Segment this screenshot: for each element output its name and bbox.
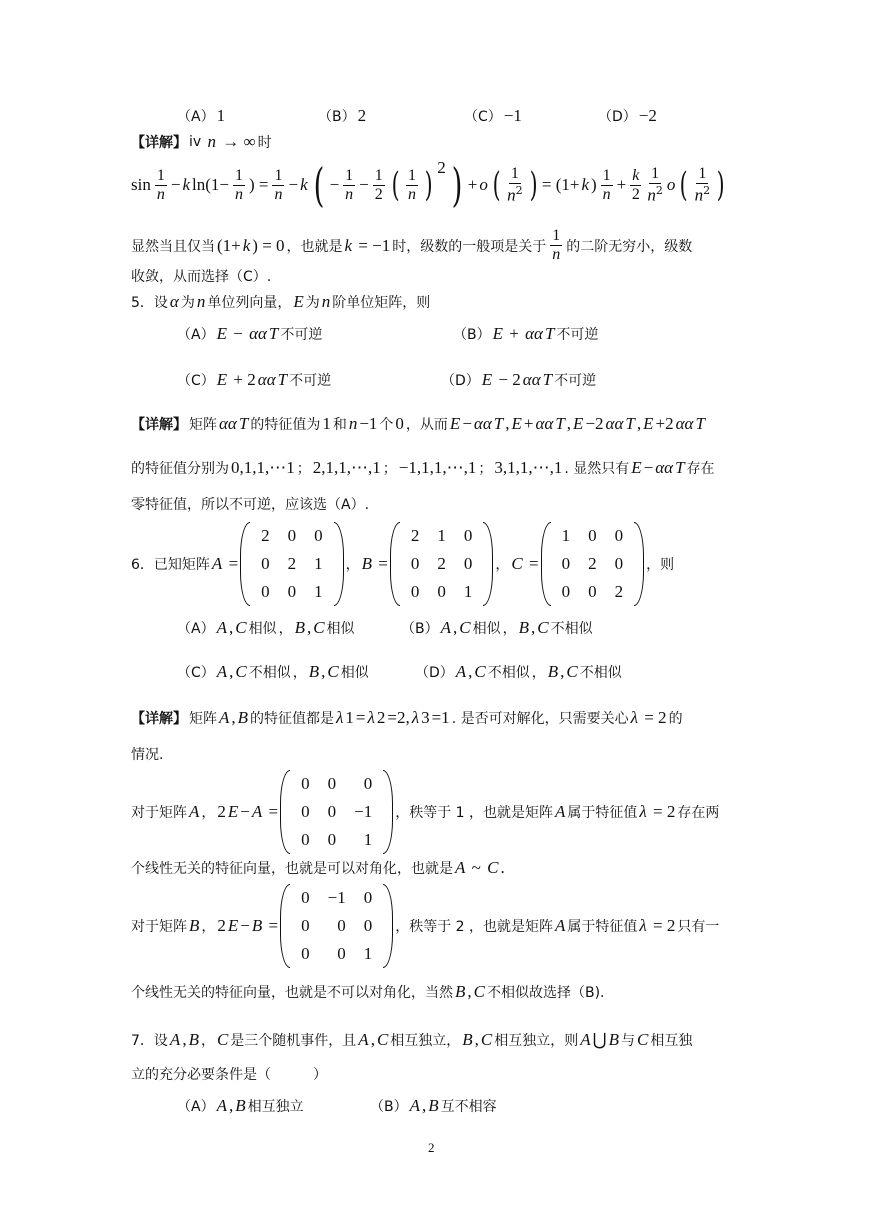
q5-option-c: （C） E + 2 αα T 不可逆	[177, 370, 332, 389]
matrix-cell: 0	[588, 582, 597, 601]
matrix-cell: 0	[287, 582, 297, 601]
page-number: 2	[428, 1140, 435, 1155]
q6-for-a: 对于矩阵 A ， 2 E − A = 0 0 0 0 0 −1 0 0 1 ，秩等于 1 ，也就是矩阵 A 属于特征值 λ = 2 存在两	[131, 770, 719, 854]
q6-option-a: （A） A , C 相似 ， B , C 相似	[177, 618, 355, 637]
q5-stem: 5．设 α 为 n 单位列向量， E 为 n 阶单位矩阵，则	[131, 292, 431, 311]
matrix-cell: 0	[301, 802, 310, 821]
q6-for-b-line2: 个线性无关的特征向量，也就是不可以对角化，当然 B , C 不相似故选择（B).	[131, 982, 605, 1001]
matrix-cell: 0	[261, 554, 270, 573]
q4-solution-line1: 显然当且仅当 (1+ k ) = 0 ，也就是 k = −1 时，级数的一般项是关于 $\frac{1}{n}$ 的二阶无穷小，级数	[131, 227, 693, 263]
matrix-cell: 0	[301, 888, 310, 907]
matrix-a	[240, 522, 344, 606]
matrix-cell: 0	[327, 774, 337, 793]
matrix-row	[292, 826, 381, 854]
q7-stem-line2: 立的充分必要条件是（ ）	[131, 1067, 327, 1083]
matrix-cell: 0	[337, 916, 346, 935]
matrix-cell: −1	[354, 802, 373, 821]
matrix-cell: 0	[261, 582, 270, 601]
matrix-cell: 2	[614, 582, 624, 601]
matrix-cell: 0	[287, 526, 297, 545]
matrix-cell: 0	[314, 526, 323, 545]
matrix-row	[252, 522, 332, 550]
matrix-cell: 0	[337, 944, 346, 963]
q5-detail-line1: 【详解】 矩阵 αα T 的特征值为 1 和 n −1 个 0 ，从而 E − αα T , E + αα T , E −2 αα T , E +2 αα T	[131, 414, 705, 433]
matrix-row	[402, 522, 482, 550]
q5-option-b: （B） E + αα T 不可逆	[453, 324, 599, 343]
matrix-cell: 0	[301, 944, 310, 963]
q4-expansion-formula: sin $\frac{1}{n}$ − k ln(1− $\frac{1}{n}$ ) = $\frac{1}{n}$ − k ( − $\frac{1}{n}$ − $\frac{1}{2}$ ( $\frac{1}{n}$ ) 2 ) + o ( $\frac{1}{n^2}$ ) = (1+ k ) $\frac{1}{n}$ + $\frac{k}{2}$ $\frac{1}{n^2}$ o ( $\frac{1}{n^2}$ )	[131, 158, 725, 212]
matrix-cell: 0	[410, 554, 420, 573]
matrix-cell: 0	[363, 888, 373, 907]
matrix-cell: 2	[261, 526, 270, 545]
matrix-cell: 1	[561, 526, 571, 545]
matrix-cell: 0	[363, 774, 373, 793]
matrix-cell: 1	[314, 582, 323, 601]
matrix-cell: 0	[301, 774, 310, 793]
matrix-cell: 0	[614, 526, 624, 545]
matrix-row	[252, 578, 332, 606]
matrix-row	[292, 798, 381, 826]
q4-detail-heading: 【详解】 iv n → ∞ 时	[131, 132, 272, 151]
matrix-cell: 0	[327, 802, 337, 821]
matrix-cell: 0	[301, 916, 310, 935]
matrix-cell: 0	[437, 582, 446, 601]
q6-detail-line2: 情况.	[131, 747, 164, 763]
matrix-cell: 0	[301, 830, 310, 849]
q4-solution-line2: 收敛，从而选择（C）.	[131, 269, 272, 285]
matrix-row	[292, 940, 381, 968]
q6-stem: 6．已知矩阵 A = 2 0 0 0 2 1 0 0 1 ， B = 2 1 0 0 2 0 0 0 1 ， C = 1 0 0 0 2 0 0 0 2 ，则	[131, 522, 674, 606]
matrix-row	[402, 578, 482, 606]
matrix-cell: 0	[561, 582, 571, 601]
matrix-cell: 2	[410, 526, 420, 545]
matrix-cell: 2	[588, 554, 597, 573]
matrix-cell: −1	[327, 888, 346, 907]
matrix-cell: 1	[314, 554, 323, 573]
matrix-row	[252, 550, 332, 578]
matrix-b	[390, 522, 494, 606]
matrix-cell: 1	[363, 944, 373, 963]
q4-option-c: （C） −1	[464, 106, 522, 125]
matrix-c	[541, 522, 645, 606]
q6-option-c: （C） A , C 不相似 ， B , C 相似	[177, 662, 369, 681]
matrix-cell: 0	[463, 554, 473, 573]
matrix-row	[292, 770, 381, 798]
matrix-cell: 0	[463, 526, 473, 545]
matrix-row	[553, 550, 633, 578]
matrix-cell: 1	[463, 582, 473, 601]
q6-option-d: （D） A , C 不相似 ， B , C 不相似	[415, 662, 622, 681]
q5-option-d: （D） E − 2 αα T 不可逆	[441, 370, 597, 389]
matrix-row	[292, 912, 381, 940]
matrix-row	[292, 884, 381, 912]
matrix-row	[402, 550, 482, 578]
q6-detail-line1: 【详解】 矩阵 A , B 的特征值都是 λ 1 = λ 2 =2, λ 3 =1 . 是否可对解化，只需要关心 λ = 2 的	[131, 708, 683, 727]
matrix-row	[553, 522, 633, 550]
q5-option-a: （A） E − αα T 不可逆	[177, 324, 323, 343]
matrix-cell: 2	[287, 554, 297, 573]
q4-option-a: （A） 1	[177, 106, 226, 125]
matrix-cell: 0	[614, 554, 624, 573]
matrix-cell: 0	[588, 526, 597, 545]
matrix-cell: 2	[437, 554, 446, 573]
q5-detail-line2: 的特征值分别为 0,1,1,⋯1 ； 2,1,1,⋯,1 ； −1,1,1,⋯,1 ； 3,1,1,⋯,1 . 显然只有 E − αα T 存在	[131, 458, 715, 477]
matrix-2e-minus-a	[280, 770, 393, 854]
q7-option-b: （B） A , B 互不相容	[370, 1096, 497, 1115]
q5-detail-line3: 零特征值，所以不可逆，应该选（A）.	[131, 497, 370, 513]
q6-for-a-line2: 个线性无关的特征向量，也就是可以对角化，也就是 A ~ C .	[131, 858, 505, 877]
matrix-row	[553, 578, 633, 606]
q4-option-b: （B） 2	[318, 106, 367, 125]
matrix-cell: 0	[410, 582, 420, 601]
matrix-cell: 0	[561, 554, 571, 573]
q7-option-a: （A） A , B 相互独立	[177, 1096, 304, 1115]
matrix-cell: 0	[327, 830, 337, 849]
matrix-cell: 0	[363, 916, 373, 935]
matrix-2e-minus-b	[280, 884, 393, 968]
q4-option-d: （D） −2	[598, 106, 657, 125]
matrix-cell: 1	[363, 830, 373, 849]
q7-stem: 7．设 A , B ， C 是三个随机事件，且 A , C 相互独立， B , C 相互独立，则 A ⋃ B 与 C 相互独	[131, 1030, 693, 1049]
matrix-cell: 1	[437, 526, 446, 545]
q6-for-b: 对于矩阵 B ， 2 E − B = 0 −1 0 0 0 0 0 0 1 ，秩等于 2 ，也就是矩阵 A 属于特征值 λ = 2 只有一	[131, 884, 719, 968]
q6-option-b: （B） A , C 相似 ， B , C 不相似	[401, 618, 593, 637]
